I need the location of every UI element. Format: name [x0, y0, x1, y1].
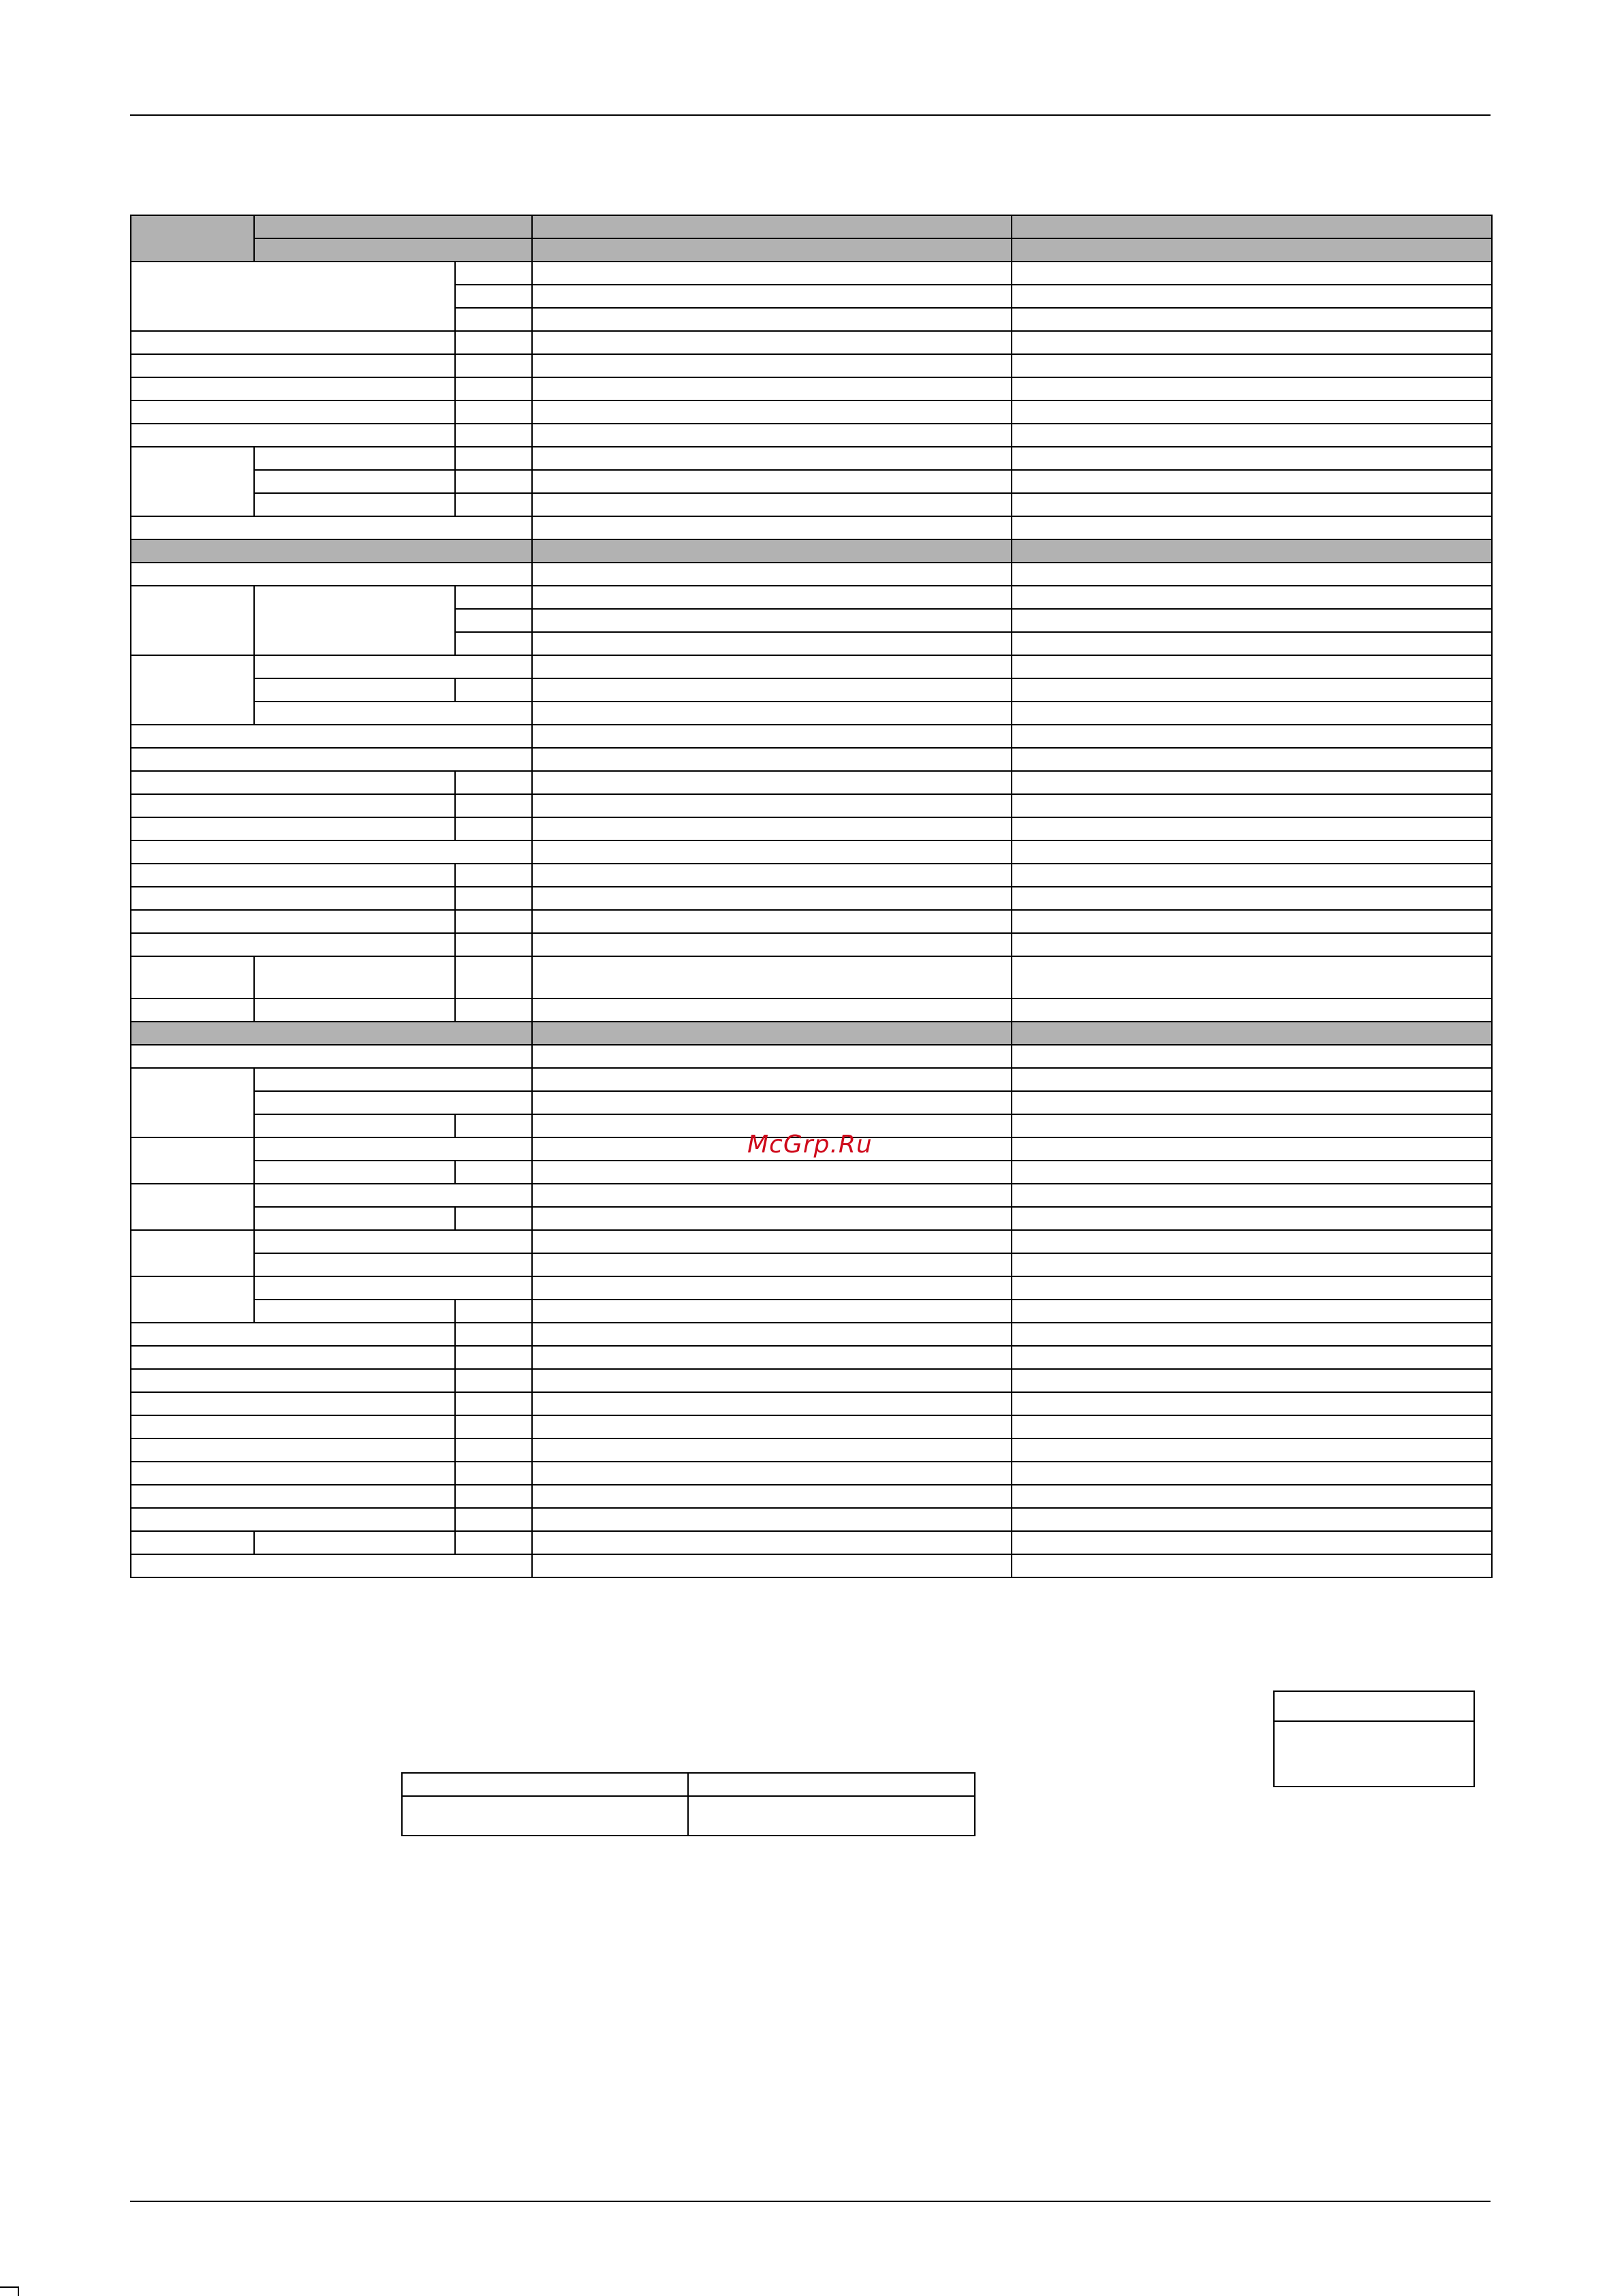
table-cell	[455, 1323, 532, 1346]
table-cell	[1012, 794, 1492, 817]
table-cell	[131, 817, 455, 840]
table-cell	[1012, 910, 1492, 933]
table-cell	[131, 1554, 532, 1577]
table-cell	[1012, 1068, 1492, 1091]
table-row	[131, 1438, 1492, 1462]
table-cell	[532, 1531, 1012, 1554]
table-row	[131, 1415, 1492, 1438]
table-cell	[1012, 655, 1492, 678]
table-row	[131, 1485, 1492, 1508]
table-cell	[1012, 1462, 1492, 1485]
table-cell	[131, 887, 455, 910]
table-cell	[532, 655, 1012, 678]
table-cell	[1012, 1485, 1492, 1508]
table-cell	[131, 1276, 254, 1323]
table-cell	[532, 817, 1012, 840]
table-cell	[532, 1276, 1012, 1300]
table-cell	[1012, 1415, 1492, 1438]
table-row	[131, 678, 1492, 702]
table-cell	[1012, 840, 1492, 864]
table-cell	[455, 1161, 532, 1184]
table-cell	[131, 655, 254, 725]
table-cell	[532, 840, 1012, 864]
table-cell	[532, 1230, 1012, 1253]
table-row	[131, 424, 1492, 447]
table-cell	[455, 1508, 532, 1531]
table-row	[131, 887, 1492, 910]
table-cell	[254, 1091, 532, 1114]
table-row	[131, 1508, 1492, 1531]
table-row	[131, 493, 1492, 516]
table-header-cell	[532, 238, 1012, 262]
table-cell	[131, 1045, 532, 1068]
table-cell	[131, 1438, 455, 1462]
table-cell	[532, 470, 1012, 493]
table-cell	[131, 586, 254, 655]
table-cell	[532, 998, 1012, 1022]
table-cell	[254, 493, 455, 516]
table-header-cell	[254, 238, 532, 262]
table-cell	[254, 678, 455, 702]
table-cell	[532, 1091, 1012, 1114]
table-row	[131, 840, 1492, 864]
footer-rule	[130, 2201, 1491, 2202]
table-cell	[1012, 956, 1492, 998]
table-cell	[1012, 1531, 1492, 1554]
table-cell	[1012, 1554, 1492, 1577]
table-cell	[532, 1300, 1012, 1323]
table-cell	[455, 794, 532, 817]
table-cell	[1012, 493, 1492, 516]
table-row	[131, 1300, 1492, 1323]
table-cell	[131, 262, 455, 331]
table-row	[131, 933, 1492, 956]
table-cell	[532, 424, 1012, 447]
table-cell	[131, 725, 532, 748]
table-cell	[532, 956, 1012, 998]
table-row	[131, 655, 1492, 678]
table-cell	[131, 377, 455, 400]
table-cell	[532, 354, 1012, 377]
table-cell	[131, 1230, 254, 1276]
table-cell	[254, 1161, 455, 1184]
table-cell	[455, 1485, 532, 1508]
table-cell	[131, 748, 532, 771]
table-cell	[1012, 400, 1492, 424]
table-row	[131, 447, 1492, 470]
table-cell	[455, 262, 532, 285]
table-cell	[131, 1462, 455, 1485]
table-cell	[1012, 1184, 1492, 1207]
table-cell	[532, 1462, 1012, 1485]
table-row	[131, 1554, 1492, 1577]
table-cell	[131, 1531, 254, 1554]
table-cell	[1012, 887, 1492, 910]
table-cell	[532, 609, 1012, 632]
table-cell	[1012, 1300, 1492, 1323]
table-cell	[1012, 702, 1492, 725]
table-cell	[131, 400, 455, 424]
table-row	[131, 1045, 1492, 1068]
table-cell	[1012, 516, 1492, 539]
table-cell	[455, 308, 532, 331]
table-cell	[1012, 864, 1492, 887]
table-cell	[1274, 1721, 1474, 1787]
table-cell	[254, 470, 455, 493]
table-cell	[131, 771, 455, 794]
table-cell	[455, 1462, 532, 1485]
section-header-row	[131, 539, 1492, 563]
table-cell	[1012, 933, 1492, 956]
table-cell	[455, 887, 532, 910]
table-cell	[1012, 586, 1492, 609]
section-header-cell	[1012, 539, 1492, 563]
table-cell	[131, 447, 254, 516]
table-cell	[1012, 1438, 1492, 1462]
table-cell	[1012, 998, 1492, 1022]
table-cell	[131, 1346, 455, 1369]
table-cell	[455, 400, 532, 424]
table-cell	[532, 1485, 1012, 1508]
table-cell	[455, 933, 532, 956]
table-cell	[532, 285, 1012, 308]
table-cell	[532, 1392, 1012, 1415]
table-cell	[254, 1068, 532, 1091]
table-row	[131, 470, 1492, 493]
table-cell	[1012, 1161, 1492, 1184]
table-row	[131, 1323, 1492, 1346]
table-cell	[1012, 632, 1492, 655]
table-cell	[532, 794, 1012, 817]
table-cell	[532, 632, 1012, 655]
table-cell	[455, 377, 532, 400]
table-cell	[532, 1253, 1012, 1276]
table-row	[131, 262, 1492, 285]
table-cell	[254, 998, 455, 1022]
specification-table	[130, 215, 1493, 1578]
section-header-row	[131, 1022, 1492, 1045]
table-cell	[455, 998, 532, 1022]
table-row	[131, 1091, 1492, 1114]
table-cell	[1012, 748, 1492, 771]
table-cell	[532, 308, 1012, 331]
table-row	[131, 1207, 1492, 1230]
table-cell	[254, 447, 455, 470]
table-cell	[254, 956, 455, 998]
table-cell	[1012, 470, 1492, 493]
table-cell	[1012, 1207, 1492, 1230]
table-row	[402, 1773, 975, 1796]
table-cell	[1012, 1276, 1492, 1300]
table-cell	[131, 1184, 254, 1230]
table-cell	[254, 1276, 532, 1300]
table-cell	[455, 956, 532, 998]
section-header-cell	[131, 1022, 532, 1045]
table-header-cell	[1012, 238, 1492, 262]
table-header-cell	[131, 215, 254, 262]
table-cell	[254, 586, 455, 655]
table-cell	[532, 493, 1012, 516]
table-row	[131, 1346, 1492, 1369]
table-cell	[254, 1207, 455, 1230]
table-row	[131, 516, 1492, 539]
table-cell	[131, 1392, 455, 1415]
table-cell	[455, 285, 532, 308]
table-cell	[131, 516, 532, 539]
table-cell	[455, 1207, 532, 1230]
table-cell	[1012, 308, 1492, 331]
table-cell	[532, 1323, 1012, 1346]
table-row	[131, 956, 1492, 998]
table-cell	[131, 563, 532, 586]
table-cell	[1012, 725, 1492, 748]
table-cell	[1012, 1253, 1492, 1276]
table-cell	[455, 1369, 532, 1392]
table-cell	[532, 1369, 1012, 1392]
section-header-cell	[532, 1022, 1012, 1045]
table-row	[131, 1276, 1492, 1300]
table-cell	[254, 655, 532, 678]
table-cell	[131, 1415, 455, 1438]
table-row	[1274, 1721, 1474, 1787]
table-cell	[254, 702, 532, 725]
table-cell	[688, 1773, 975, 1796]
table-cell	[131, 956, 254, 998]
table-row	[131, 771, 1492, 794]
table-cell	[455, 1438, 532, 1462]
table-row	[402, 1796, 975, 1836]
table-cell	[532, 331, 1012, 354]
table-row	[131, 725, 1492, 748]
table-cell	[254, 1184, 532, 1207]
table-row	[131, 998, 1492, 1022]
table-cell	[131, 1068, 254, 1137]
table-cell	[254, 1531, 455, 1554]
table-cell	[1274, 1691, 1474, 1721]
table-cell	[455, 447, 532, 470]
table-cell	[455, 817, 532, 840]
table-cell	[1012, 1230, 1492, 1253]
table-row	[131, 817, 1492, 840]
table-cell	[131, 840, 532, 864]
table-cell	[532, 748, 1012, 771]
section-header-cell	[532, 539, 1012, 563]
table-row	[131, 1392, 1492, 1415]
table-cell	[1012, 1114, 1492, 1137]
table-row	[131, 238, 1492, 262]
table-cell	[532, 1346, 1012, 1369]
table-row	[131, 563, 1492, 586]
table-cell	[532, 678, 1012, 702]
table-row	[131, 1462, 1492, 1485]
table-cell	[532, 1161, 1012, 1184]
table-cell	[1012, 377, 1492, 400]
table-cell	[455, 1114, 532, 1137]
table-row	[131, 354, 1492, 377]
table-cell	[532, 887, 1012, 910]
table-cell	[532, 933, 1012, 956]
table-cell	[1012, 354, 1492, 377]
table-cell	[1012, 817, 1492, 840]
table-cell	[402, 1773, 688, 1796]
table-cell	[532, 771, 1012, 794]
table-cell	[532, 725, 1012, 748]
table-cell	[131, 1485, 455, 1508]
table-cell	[1012, 1045, 1492, 1068]
table-cell	[1012, 285, 1492, 308]
table-row	[131, 1184, 1492, 1207]
table-cell	[131, 1369, 455, 1392]
table-header-cell	[532, 215, 1012, 238]
table-cell	[254, 1300, 455, 1323]
table-cell	[131, 998, 254, 1022]
table-cell	[532, 864, 1012, 887]
table-cell	[1012, 1323, 1492, 1346]
table-cell	[532, 1415, 1012, 1438]
table-cell	[532, 910, 1012, 933]
table-row	[131, 1068, 1492, 1091]
table-cell	[532, 1068, 1012, 1091]
table-row	[131, 748, 1492, 771]
table-cell	[1012, 1346, 1492, 1369]
table-row	[131, 702, 1492, 725]
table-cell	[455, 910, 532, 933]
table-cell	[455, 1415, 532, 1438]
table-cell	[131, 933, 455, 956]
table-cell	[532, 1554, 1012, 1577]
table-cell	[131, 331, 455, 354]
table-cell	[1012, 1392, 1492, 1415]
table-row	[1274, 1691, 1474, 1721]
table-cell	[254, 1253, 532, 1276]
section-header-cell	[131, 539, 532, 563]
table-cell	[532, 516, 1012, 539]
table-row	[131, 1531, 1492, 1554]
table-cell	[532, 702, 1012, 725]
table-cell	[455, 354, 532, 377]
table-cell	[532, 262, 1012, 285]
table-cell	[1012, 262, 1492, 285]
table-cell	[532, 1184, 1012, 1207]
table-cell	[455, 331, 532, 354]
table-cell	[131, 1137, 254, 1184]
table-row	[131, 586, 1492, 609]
table-row	[131, 794, 1492, 817]
table-cell	[1012, 563, 1492, 586]
table-cell	[131, 910, 455, 933]
table-cell	[532, 400, 1012, 424]
table-cell	[1012, 447, 1492, 470]
table-cell	[532, 586, 1012, 609]
table-cell	[455, 1392, 532, 1415]
table-cell	[532, 1045, 1012, 1068]
table-cell	[1012, 424, 1492, 447]
table-row	[131, 400, 1492, 424]
table-cell	[254, 1114, 455, 1137]
table-cell	[131, 794, 455, 817]
section-header-cell	[1012, 1022, 1492, 1045]
table-cell	[254, 1137, 532, 1161]
table-row	[131, 1230, 1492, 1253]
table-cell	[455, 678, 532, 702]
table-cell	[455, 470, 532, 493]
table-cell	[1012, 771, 1492, 794]
table-row	[131, 1369, 1492, 1392]
table-cell	[131, 1323, 455, 1346]
table-header-cell	[254, 215, 532, 238]
table-cell	[455, 586, 532, 609]
table-cell	[455, 493, 532, 516]
header-rule	[130, 114, 1491, 116]
note-box	[1273, 1690, 1475, 1787]
table-cell	[1012, 1369, 1492, 1392]
table-cell	[1012, 331, 1492, 354]
table-cell	[532, 1438, 1012, 1462]
table-cell	[455, 609, 532, 632]
table-cell	[1012, 609, 1492, 632]
table-cell	[455, 1531, 532, 1554]
table-cell	[455, 771, 532, 794]
table-cell	[1012, 1091, 1492, 1114]
table-cell	[402, 1796, 688, 1836]
table-cell	[131, 1508, 455, 1531]
table-cell	[131, 424, 455, 447]
table-cell	[532, 1508, 1012, 1531]
table-cell	[455, 424, 532, 447]
table-cell	[455, 1346, 532, 1369]
table-row	[131, 215, 1492, 238]
table-cell	[1012, 1508, 1492, 1531]
table-cell	[532, 377, 1012, 400]
table-row	[131, 1161, 1492, 1184]
watermark-text: McGrp.Ru	[747, 1131, 873, 1159]
table-cell	[131, 864, 455, 887]
table-cell	[1012, 678, 1492, 702]
table-cell	[455, 864, 532, 887]
table-row	[131, 864, 1492, 887]
table-row	[131, 377, 1492, 400]
footnote-table	[401, 1772, 976, 1836]
table-cell	[455, 632, 532, 655]
table-row	[131, 1253, 1492, 1276]
table-cell	[688, 1796, 975, 1836]
table-cell	[455, 1300, 532, 1323]
table-cell	[254, 1230, 532, 1253]
table-header-cell	[1012, 215, 1492, 238]
table-cell	[532, 1207, 1012, 1230]
table-cell	[1012, 1137, 1492, 1161]
table-cell	[532, 447, 1012, 470]
table-cell	[532, 563, 1012, 586]
table-cell	[131, 354, 455, 377]
table-row	[131, 910, 1492, 933]
table-row	[131, 331, 1492, 354]
